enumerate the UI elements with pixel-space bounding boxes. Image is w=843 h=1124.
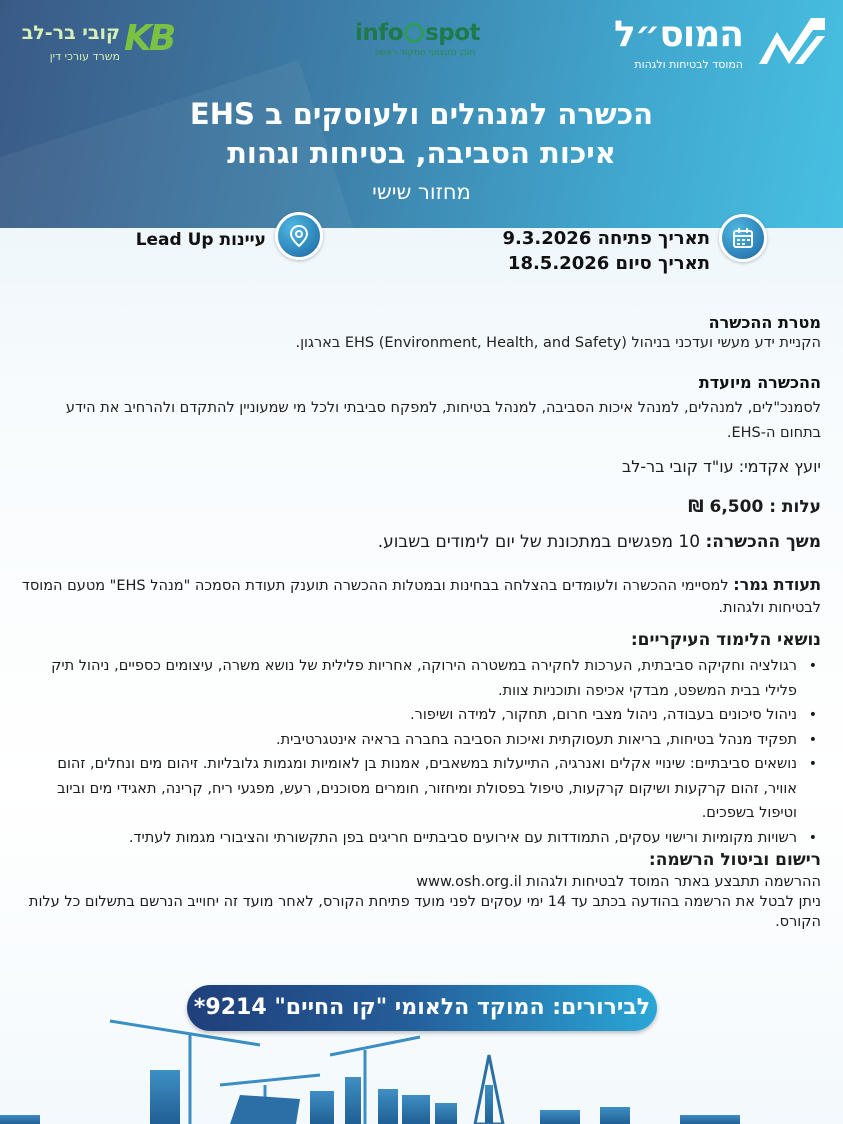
industrial-skyline-illustration	[0, 1015, 843, 1124]
audience-text: לסמנכ"לים, למנהלים, למנהל איכות הסביבה, למנהל בטיחות, למפקח סביבתי ולכל מי שמעוניין להתקדם ולהרחיב את הידע בתחום ה-EHS.	[65, 400, 821, 441]
list-item: • ניהול סיכונים בעבודה, ניהול מצבי חרום, תחקור, למידה ושיפור.	[21, 703, 821, 728]
list-item: • רשויות מקומיות ורישוי עסקים, התמודדות עם אירועים סביבתיים חריגים בפן התקשורתי והציבורי מגמות לעתיד.	[21, 826, 821, 851]
certificate-text: למסיימי ההכשרה ולעומדים בהצלחה בבחינות ובמטלות ההכשרה תוענק תעודת הסמכה "מנהל EHS" מטעם המוסד לבטיחות ולגהות.	[21, 578, 821, 616]
infospot-text-left: info	[355, 20, 404, 46]
kb-logo	[22, 18, 182, 70]
mossal-logo	[579, 12, 829, 74]
duration-text: 10 מפגשים במתכונת של יום לימודים בשבוע.	[377, 532, 701, 552]
registration-line2: ניתן לבטל את הרשמה בהודעה בכתב עד 14 ימי עסקים לפני מועד פתיחת הקורס, לאחר מועד זה יחוייב הנרשם בתשלום כל עלות הקורס.	[28, 894, 821, 930]
list-item: • תפקיד מנהל בטיחות, בריאות תעסוקתית ואיכות הסביבה בחברה בראיה אינטגרטיבית.	[21, 728, 821, 753]
mossal-logo-name: המוס״ל	[614, 14, 743, 55]
location-pin-icon	[275, 212, 323, 260]
cost-value: 6,500 ₪	[688, 497, 764, 517]
mossal-logo-tagline: המוסד לבטיחות ולגהות	[634, 58, 743, 71]
mossal-logo-mark-icon	[755, 14, 829, 68]
duration	[21, 532, 821, 552]
list-item: • רגולציה וחקיקה סביבתית, הערכות לחקירה במשטרה הירוקה, אחריות פלילית של נושא משרה, עיצומים כספיים, ניהול תיק פלילי בבית המשפט, מבדקי אכיפה ותוכניות צוות.	[21, 654, 821, 703]
kb-logo-mark: KB	[124, 18, 174, 59]
registration-heading: רישום וביטול הרשמה:	[648, 850, 821, 870]
academic-advisor: יועץ אקדמי: עו"ד קובי בר-לב	[622, 457, 821, 476]
infospot-tagline: תוכן מקצועי ממקור ראשון	[374, 48, 476, 58]
infospot-logo	[355, 20, 495, 68]
topics-heading: נושאי הלימוד העיקריים:	[630, 630, 821, 650]
hotline-banner[interactable]: לבירורים: המוקד הלאומי "קו החיים" 9214*	[187, 985, 657, 1031]
topics-list	[21, 654, 821, 850]
kb-logo-sub: משרד עורכי דין	[49, 50, 120, 63]
list-item: • נושאים סביבתיים: שינויי אקלים ואנרגיה, התייעלות במשאבים, אמנות בן לאומיות ומגמות גלובליות. זיהום מים ונחלים, זהום אוויר, זהום קרקעות ושיקום קרקעות, טיפול בפסולת ומיחזור, חומרים מסוכנים, רעש, מפגעי ריח, קרינה, תאגידי מים וביוב וטיפול בשפכים.	[21, 752, 821, 826]
calendar-icon	[719, 214, 767, 262]
registration-line1: ההרשמה תתבצע באתר המוסד לבטיחות ולגהות www.osh.org.il	[416, 874, 821, 890]
end-date: תאריך סיום 18.5.2026	[507, 253, 710, 274]
cost	[21, 497, 821, 517]
page-subtitle: מחזור שישי	[372, 180, 471, 204]
registration-text	[21, 872, 821, 932]
page-title-line1: הכשרה למנהלים ולעוסקים ב EHS	[189, 97, 654, 131]
infospot-text-right: spot	[425, 20, 481, 46]
header-banner	[0, 0, 843, 228]
audience-heading: ההכשרה מיועדת	[698, 373, 821, 392]
goal-heading: מטרת ההכשרה	[708, 313, 821, 332]
location-text: עיינות Lead Up	[135, 230, 266, 250]
infospot-o-ring-icon	[404, 23, 424, 43]
goal-text: הקניית ידע מעשי ועדכני בניהול EHS (Environment, Health, and Safety) בארגון.	[295, 335, 821, 351]
certificate	[21, 574, 821, 619]
page-title-line2: איכות הסביבה, בטיחות וגהות	[227, 136, 616, 170]
kb-logo-name: קובי בר-לב	[21, 22, 120, 44]
duration-label: משך ההכשרה:	[705, 532, 821, 552]
start-date: תאריך פתיחה 9.3.2026	[502, 228, 710, 249]
certificate-label: תעודת גמר:	[733, 575, 821, 594]
cost-label: עלות :	[769, 497, 821, 517]
